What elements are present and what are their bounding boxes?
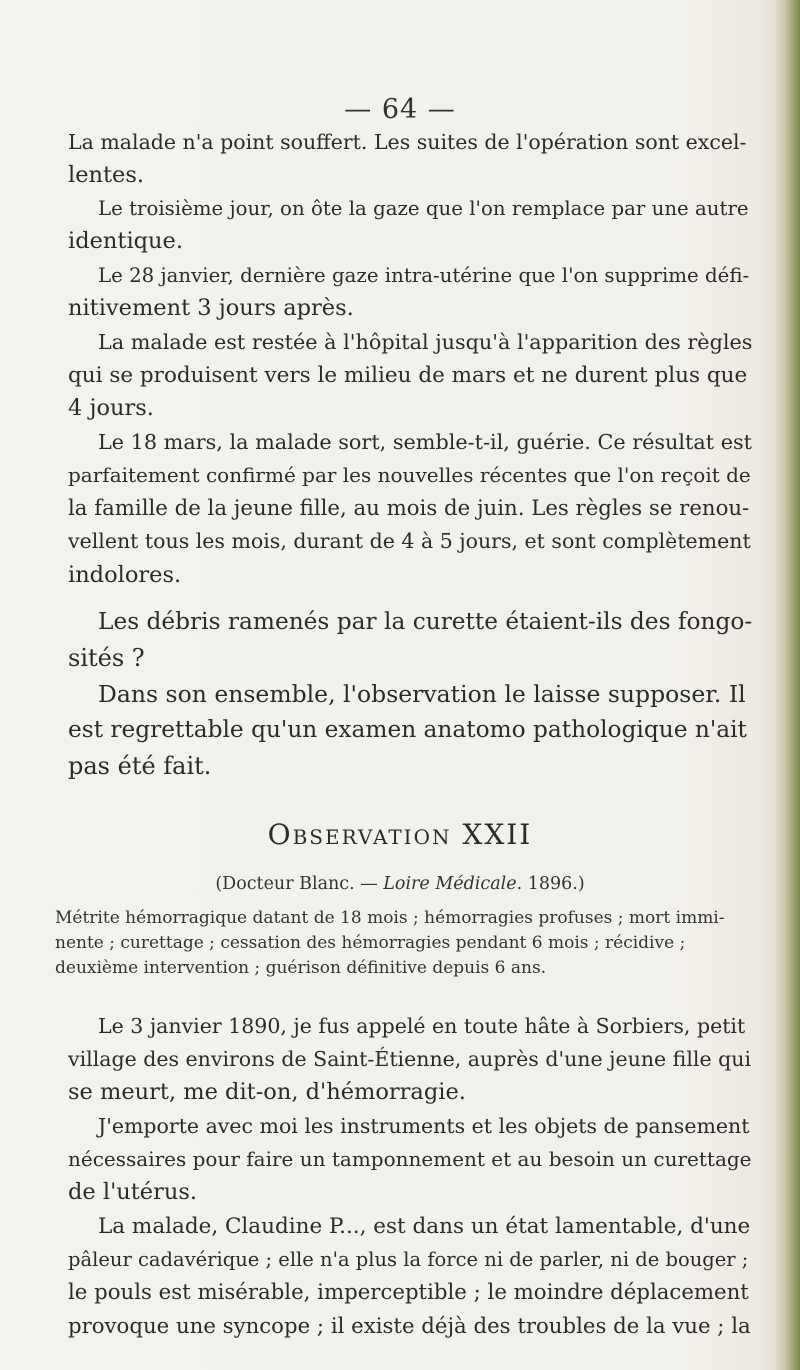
paragraph-line: Le 3 janvier 1890, je fus appelé en toute hâte à Sorbiers, petit xyxy=(98,1014,746,1038)
paragraph-line: parfaitement confirmé par les nouvelles récentes que l'on reçoit de xyxy=(68,463,751,487)
paragraph-line: la famille de la jeune fille, au mois de juin. Les règles se renou- xyxy=(68,496,750,521)
paragraph-line: J'emporte avec moi les instruments et les objets de pansement xyxy=(98,1114,750,1138)
paragraph-line: vellent tous les mois, durant de 4 à 5 jours, et sont complètement xyxy=(68,529,751,553)
paragraph-line: La malade n'a point souffert. Les suites de l'opération sont excel- xyxy=(68,130,747,154)
page-number: — 64 — xyxy=(344,94,456,125)
source-journal: Loire Médicale xyxy=(383,874,517,894)
paragraph-line: sités ? xyxy=(68,644,145,672)
paragraph-line: nitivement 3 jours après. xyxy=(68,295,354,321)
observation-source xyxy=(0,874,800,894)
source-suffix: . 1896.) xyxy=(516,874,585,894)
observation-summary-line: deuxième intervention ; guérison définitive depuis 6 ans. xyxy=(55,958,547,978)
paragraph-line: identique. xyxy=(68,228,184,254)
paragraph-line: Le 18 mars, la malade sort, semble-t-il, guérie. Ce résultat est xyxy=(98,430,752,454)
paragraph-line: Le troisième jour, on ôte la gaze que l'on remplace par une autre xyxy=(98,197,749,220)
paragraph-line: lentes. xyxy=(68,162,145,188)
observation-summary-line: nente ; curettage ; cessation des hémorragies pendant 6 mois ; récidive ; xyxy=(55,933,686,953)
paragraph-line: de l'utérus. xyxy=(68,1179,198,1205)
paragraph-line: indolores. xyxy=(68,562,182,588)
paragraph-line: qui se produisent vers le milieu de mars et ne durent plus que xyxy=(68,363,748,388)
page-edge-shadow xyxy=(774,0,800,1370)
paragraph-line: provoque une syncope ; il existe déjà des troubles de la vue ; la xyxy=(68,1314,751,1339)
paragraph-line: La malade, Claudine P..., est dans un état lamentable, d'une xyxy=(98,1214,751,1239)
paragraph-line: Le 28 janvier, dernière gaze intra-utérine que l'on supprime défi- xyxy=(98,264,750,287)
paragraph-line: pâleur cadavérique ; elle n'a plus la force ni de parler, ni de bouger ; xyxy=(68,1248,749,1271)
paragraph-line: La malade est restée à l'hôpital jusqu'à l'apparition des règles xyxy=(98,330,753,354)
paragraph-line: Les débris ramenés par la curette étaient-ils des fongo- xyxy=(98,608,753,635)
paragraph-line: est regrettable qu'un examen anatomo pathologique n'ait xyxy=(68,716,747,743)
paragraph-line: se meurt, me dit-on, d'hémorragie. xyxy=(68,1079,466,1105)
paragraph-line: 4 jours. xyxy=(68,395,154,421)
paragraph-line: nécessaires pour faire un tamponnement et au besoin un curettage xyxy=(68,1147,752,1171)
observation-title: Observation XXII xyxy=(267,818,533,851)
observation-summary-line: Métrite hémorragique datant de 18 mois ; hémorragies profuses ; mort immi- xyxy=(55,908,725,928)
paragraph-line: village des environs de Saint-Étienne, auprès d'une jeune fille qui xyxy=(68,1047,751,1071)
paragraph-line: pas été fait. xyxy=(68,752,212,780)
paragraph-line: Dans son ensemble, l'observation le laisse supposer. Il xyxy=(98,680,746,708)
paragraph-line: le pouls est misérable, imperceptible ; le moindre déplacement xyxy=(68,1280,749,1305)
source-prefix: (Docteur Blanc. — xyxy=(215,874,384,894)
